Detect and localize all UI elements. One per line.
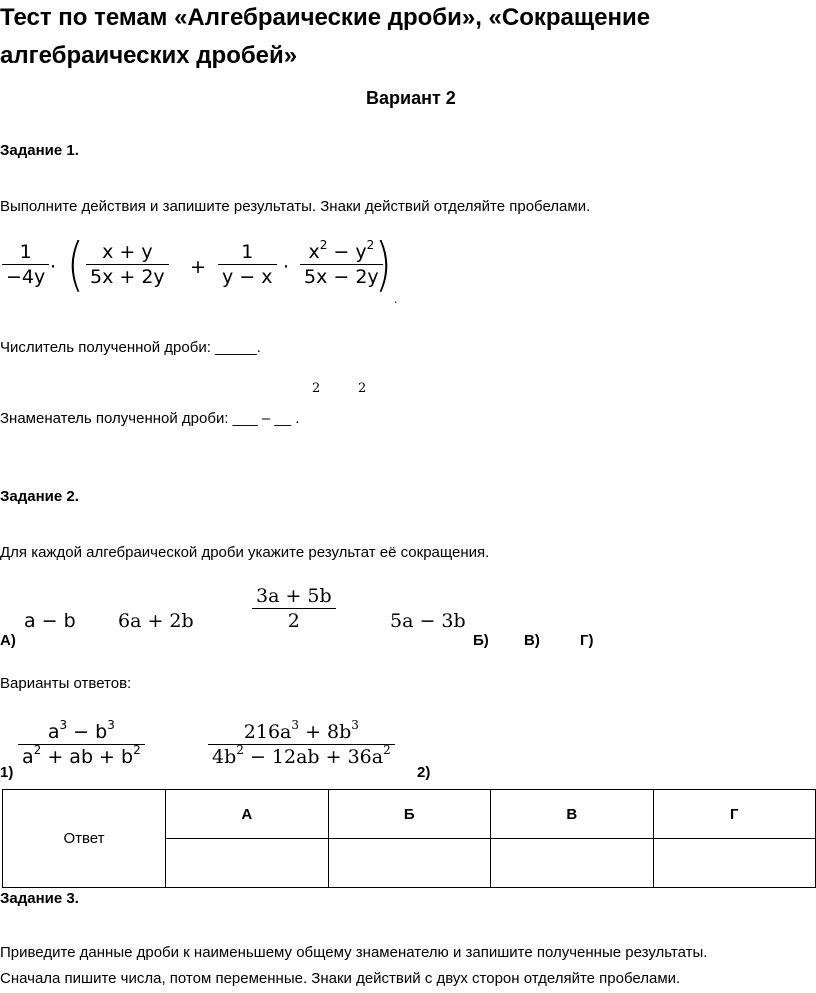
answer-cell-a[interactable] xyxy=(166,839,329,888)
option-b-expression: 6a + 2b xyxy=(118,610,194,632)
denominator-answer-line: Знаменатель полученной дроби: ___ – __ . xyxy=(0,410,300,427)
option-g-label: Г) xyxy=(580,632,594,649)
fraction-3-denominator: y − x xyxy=(222,266,273,288)
variant-label: Вариант 2 xyxy=(366,88,456,108)
fraction-1-denominator: −4y xyxy=(6,266,46,288)
expression-period: . xyxy=(394,292,398,306)
task2-heading: Задание 2. xyxy=(0,488,79,505)
fraction-1 xyxy=(2,240,49,289)
page-title-line-1: Тест по темам «Алгебраические дроби», «Сокращение xyxy=(0,4,651,31)
multiply-dot-2: · xyxy=(283,256,290,278)
task1-heading: Задание 1. xyxy=(0,142,79,159)
right-parenthesis: ) xyxy=(374,230,392,298)
fraction-3-numerator: 1 xyxy=(241,241,254,263)
multiply-dot-1: · xyxy=(50,256,57,278)
fraction-2-numerator: x + y xyxy=(102,241,153,263)
task3-heading: Задание 3. xyxy=(0,890,79,907)
answer-row-label: Ответ xyxy=(3,790,166,888)
fraction-4-numerator: $x^2 - y^2$ xyxy=(308,238,375,263)
answers-caption: Варианты ответов: xyxy=(0,675,132,692)
fraction-2-denominator: 5x + 2y xyxy=(90,266,165,288)
option-a-label: А) xyxy=(0,632,16,649)
answer-1-denominator: $a^2$ + ab + $b^2$ xyxy=(22,743,141,768)
answer-header-v: В xyxy=(491,790,654,839)
option-c-denominator: 2 xyxy=(287,610,300,632)
left-parenthesis: ( xyxy=(66,230,84,298)
answer-table xyxy=(2,789,816,888)
answer-1-numerator: $a^3 - b^3$ xyxy=(47,718,115,743)
option-d-expression: 5a − 3b xyxy=(390,610,466,632)
answer-2-denominator: $4b^2 - 12ab + 36a^2$ xyxy=(212,743,391,768)
answer-cell-b[interactable] xyxy=(328,839,491,888)
option-b-label: Б) xyxy=(473,632,489,649)
fraction-3 xyxy=(218,240,277,289)
page-title-line-2: алгебраических дробей» xyxy=(0,42,298,69)
task2-instruction: Для каждой алгебраической дроби укажите результат её сокращения. xyxy=(0,544,490,561)
numerator-answer-line: Числитель полученной дроби: _____. xyxy=(0,339,261,356)
answer-2-fraction xyxy=(208,720,395,769)
answer-header-b: Б xyxy=(328,790,491,839)
option-c-fraction xyxy=(252,584,336,633)
fraction-1-numerator: 1 xyxy=(19,241,32,263)
fraction-4 xyxy=(300,240,383,289)
task3-instruction-line-2: Сначала пишите числа, потом переменные. Знаки действий с двух сторон отделяйте пробелами. xyxy=(0,970,681,987)
answer-1-fraction xyxy=(18,720,145,769)
task1-instruction: Выполните действия и запишите результаты. Знаки действий отделяйте пробелами. xyxy=(0,198,591,215)
answer-2-label: 2) xyxy=(417,764,431,781)
fraction-2 xyxy=(86,240,169,289)
denominator-exponent-2: 2 xyxy=(358,381,367,396)
denominator-exponent-1: 2 xyxy=(312,381,321,396)
task3-instruction-line-1: Приведите данные дроби к наименьшему общему знаменателю и запишите полученные результаты. xyxy=(0,944,708,961)
answer-1-label: 1) xyxy=(0,764,14,781)
answer-2-numerator: $216a^3 + 8b^3$ xyxy=(243,718,359,743)
fraction-4-denominator: 5x − 2y xyxy=(304,266,379,288)
option-v-label: В) xyxy=(524,632,540,649)
option-a-expression: a − b xyxy=(24,610,76,632)
answer-header-g: Г xyxy=(653,790,816,839)
answer-cell-g[interactable] xyxy=(653,839,816,888)
answer-cell-v[interactable] xyxy=(491,839,654,888)
answer-header-a: А xyxy=(166,790,329,839)
plus-sign: + xyxy=(190,256,206,278)
option-c-numerator: 3a + 5b xyxy=(256,585,332,607)
